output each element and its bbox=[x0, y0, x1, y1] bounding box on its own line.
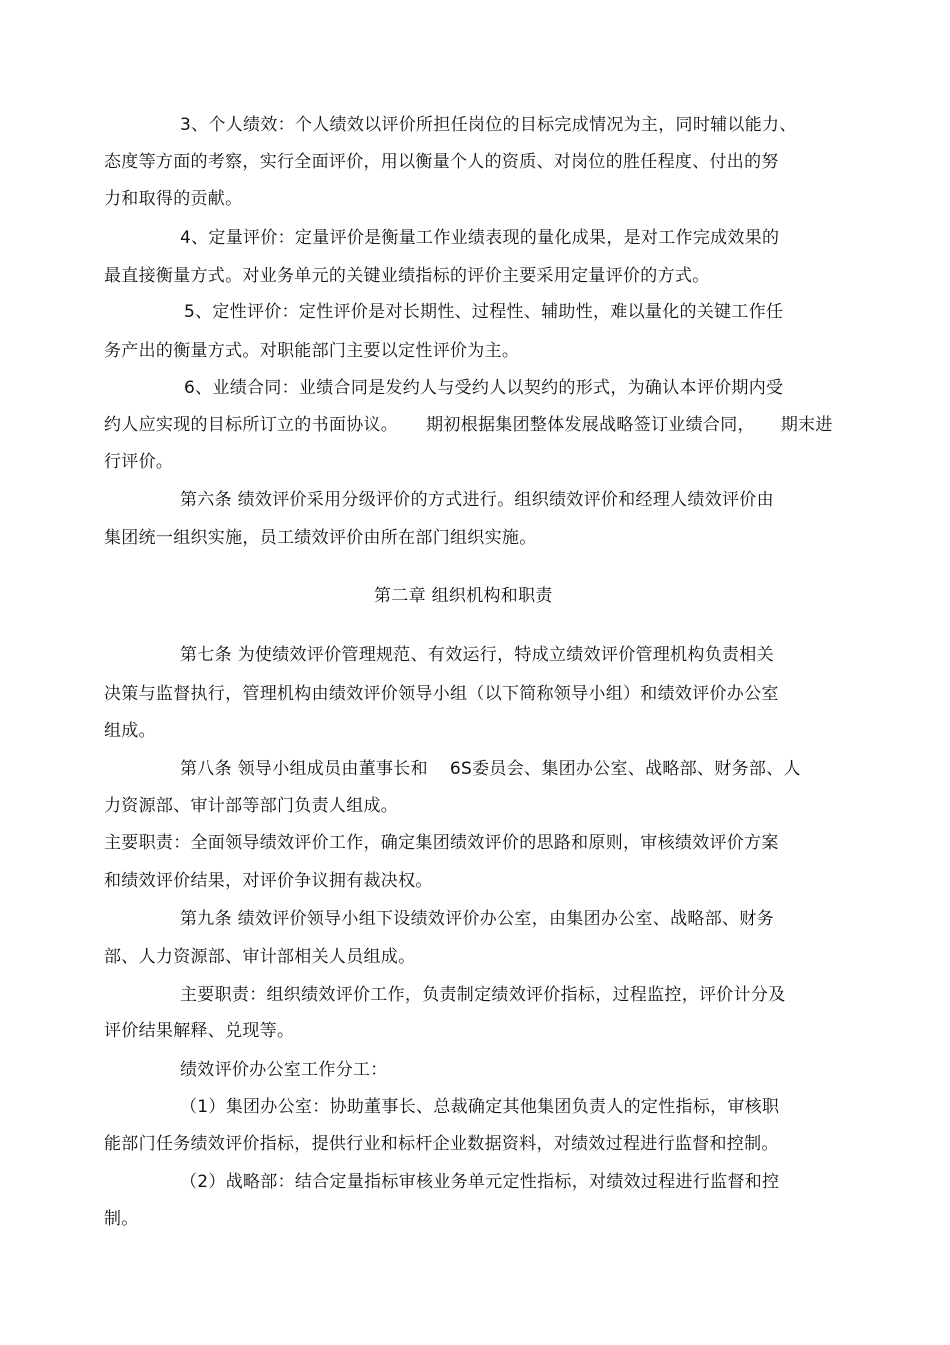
contract-line-2-part-a: 约人应实现的目标所订立的书面协议。 bbox=[104, 415, 399, 435]
division-item-2-line-1: （2）战略部：结合定量指标审核业务单元定性指标，对绩效过程进行监督和控 bbox=[180, 1172, 780, 1192]
article-8-duty-line-1: 主要职责：全面领导绩效评价工作，确定集团绩效评价的思路和原则，审核绩效评价方案 bbox=[104, 833, 779, 853]
personal-performance-line-2: 态度等方面的考察，实行全面评价，用以衡量个人的资质、对岗位的胜任程度、付出的努 bbox=[104, 152, 779, 172]
article-6-line-2: 集团统一组织实施，员工绩效评价由所在部门组织实施。 bbox=[104, 528, 537, 548]
article-8-line-2: 力资源部、审计部等部门负责人组成。 bbox=[104, 796, 399, 816]
contract-line-2-part-b: 期初根据集团整体发展战略签订业绩合同， bbox=[426, 415, 755, 435]
quantitative-eval-line-1: 4、定量评价：定量评价是衡量工作业绩表现的量化成果，是对工作完成效果的 bbox=[180, 228, 780, 248]
article-9-duty-line-1: 主要职责：组织绩效评价工作，负责制定绩效评价指标，过程监控，评价计分及 bbox=[180, 985, 786, 1005]
article-9-duty-line-2: 评价结果解释、兑现等。 bbox=[104, 1021, 295, 1041]
personal-performance-line-1: 3、个人绩效：个人绩效以评价所担任岗位的目标完成情况为主，同时辅以能力、 bbox=[180, 115, 797, 135]
chapter-2-title: 第二章 组织机构和职责 bbox=[374, 586, 553, 606]
contract-line-3: 行评价。 bbox=[104, 452, 174, 472]
division-item-2-line-2: 制。 bbox=[104, 1209, 139, 1229]
division-item-1-line-2: 能部门任务绩效评价指标，提供行业和标杆企业数据资料，对绩效过程进行监督和控制。 bbox=[104, 1134, 779, 1154]
article-8-line-1-part-a: 第八条 领导小组成员由董事长和 bbox=[180, 759, 428, 779]
contract-line-2-part-c: 期末进 bbox=[780, 415, 833, 435]
article-7-line-1: 第七条 为使绩效评价管理规范、有效运行，特成立绩效评价管理机构负责相关 bbox=[180, 645, 774, 665]
article-9-line-2: 部、人力资源部、审计部相关人员组成。 bbox=[104, 947, 416, 967]
article-9-line-1: 第九条 绩效评价领导小组下设绩效评价办公室，由集团办公室、战略部、财务 bbox=[180, 909, 774, 929]
article-8-line-1 bbox=[180, 759, 801, 779]
qualitative-eval-line-2: 务产出的衡量方式。对职能部门主要以定性评价为主。 bbox=[104, 341, 520, 361]
office-division-title: 绩效评价办公室工作分工： bbox=[180, 1060, 388, 1080]
qualitative-eval-line-1: 5、定性评价：定性评价是对长期性、过程性、辅助性，难以量化的关键工作任 bbox=[184, 302, 784, 322]
division-item-1-line-1: （1）集团办公室：协助董事长、总裁确定其他集团负责人的定性指标，审核职 bbox=[180, 1097, 780, 1117]
article-8-duty-line-2: 和绩效评价结果，对评价争议拥有裁决权。 bbox=[104, 871, 433, 891]
quantitative-eval-line-2: 最直接衡量方式。对业务单元的关键业绩指标的评价主要采用定量评价的方式。 bbox=[104, 266, 710, 286]
article-7-line-2: 决策与监督执行，管理机构由绩效评价领导小组（以下简称领导小组）和绩效评价办公室 bbox=[104, 684, 779, 704]
article-6-line-1: 第六条 绩效评价采用分级评价的方式进行。组织绩效评价和经理人绩效评价由 bbox=[180, 490, 774, 510]
article-7-line-3: 组成。 bbox=[104, 721, 156, 741]
contract-line-1: 6、业绩合同：业绩合同是发约人与受约人以契约的形式，为确认本评价期内受 bbox=[184, 378, 784, 398]
personal-performance-line-3: 力和取得的贡献。 bbox=[104, 189, 243, 209]
contract-line-2 bbox=[104, 415, 833, 435]
article-8-line-1-part-b: 6S委员会、集团办公室、战略部、财务部、人 bbox=[449, 759, 801, 779]
